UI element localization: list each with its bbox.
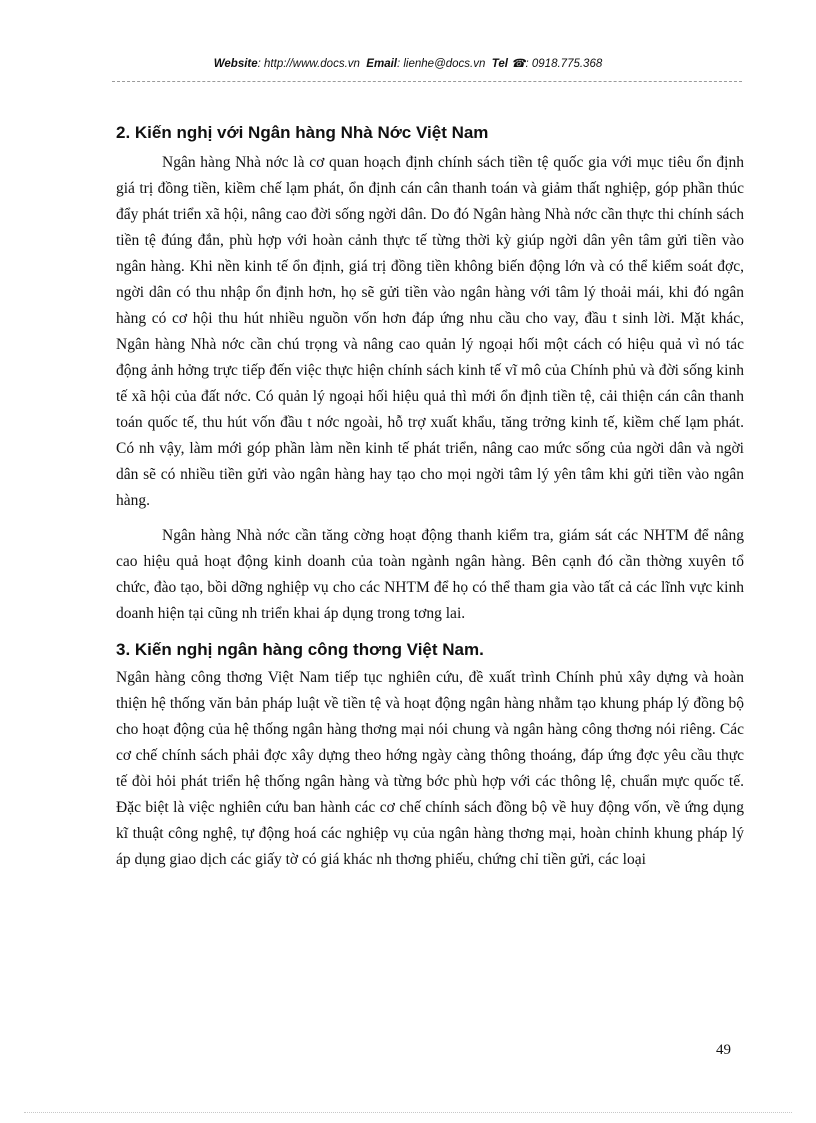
section-2-title: 2. Kiến nghị với Ngân hàng Nhà Nớc Việt Nam [116,123,489,142]
tel-value: : 0918.775.368 [525,58,603,70]
tel-label: Tel [491,58,508,70]
email-label: Email [366,58,397,70]
page-header [0,56,816,70]
page-body [116,118,744,873]
page-number: 49 [716,1042,731,1058]
section-2-paragraph-1: Ngân hàng Nhà nớc là cơ quan hoạch định chính sách tiền tệ quốc gia với mục tiêu ổn định giá trị đồng tiền, kiềm chế lạm phát, ổn định cán cân thanh toán và giảm thất nghiệp, góp phần thúc đẩy phát triển xã hội, nâng cao đời sống ngời dân. Do đó Ngân hàng Nhà nớc cần thực thi chính sách tiền tệ đúng đắn, phù hợp với hoàn cảnh thực tế từng thời kỳ giúp ngời dân yên tâm gửi tiền vào ngân hàng. Khi nền kinh tế ổn định, giá trị đồng tiền không biến động lớn và có thể kiểm soát đợc, ngời dân có thu nhập ổn định hơn, họ sẽ gửi tiền vào ngân hàng với tâm lý thoải mái, khi đó ngân hàng có cơ hội thu hút nhiều nguồn vốn hơn đáp ứng nhu cầu cho vay, đầu t sinh lời. Mặt khác, Ngân hàng Nhà nớc cần chú trọng và nâng cao quản lý ngoại hối một cách có hiệu quả vì nó tác động ảnh hởng trực tiếp đến việc thực hiện chính sách kinh tế vĩ mô của Chính phủ và đời sống kinh tế xã hội của đất nớc. Có quản lý ngoại hối hiệu quả thì mới ổn định tiền tệ, cải thiện cán cân thanh toán quốc tế, thu hút vốn đầu t nớc ngoài, hỗ trợ xuất khẩu, tăng trởng kinh tế, kiềm chế lạm phát. Có nh vậy, làm mới góp phần làm nền kinh tế phát triển, nâng cao mức sống của ngời dân và ngời dân sẽ có nhiều tiền gửi vào ngân hàng hay tạo cho mọi ngời tâm lý yên tâm khi gửi tiền vào ngân hàng. [116,154,744,509]
website-label: Website [213,58,258,70]
header-divider [112,81,742,82]
email-value: : lienhe@docs.vn [396,58,486,70]
website-value: : http://www.docs.vn [257,58,360,70]
section-2-paragraph-2: Ngân hàng Nhà nớc cần tăng cờng hoạt động thanh kiểm tra, giám sát các NHTM để nâng cao hiệu quả hoạt động kinh doanh của toàn ngành ngân hàng. Bên cạnh đó cần thờng xuyên tổ chức, đào tạo, bồi dỡng nghiệp vụ cho các NHTM để họ có thể tham gia vào tất cả các lĩnh vực kinh doanh hiện tại cũng nh triển khai áp dụng trong tơng lai. [116,527,744,622]
section-3-title: 3. Kiến nghị ngân hàng công thơng Việt Nam. [116,640,484,659]
footer-divider [24,1112,792,1113]
phone-icon: ☎ [511,58,526,70]
section-3-paragraph-1: Ngân hàng công thơng Việt Nam tiếp tục nghiên cứu, đề xuất trình Chính phủ xây dựng và hoàn thiện hệ thống văn bản pháp luật về tiền tệ và hoạt động ngân hàng nhằm tạo khung pháp lý đồng bộ cho hoạt động của hệ thống ngân hàng thơng mại nói chung và ngân hàng công thơng nói riêng. Các cơ chế chính sách phải đợc xây dựng theo hớng ngày càng thông thoáng, đáp ứng đợc yêu cầu thực tế đòi hỏi phát triển hệ thống ngân hàng và từng bớc phù hợp với các thông lệ, chuẩn mực quốc tế. Đặc biệt là việc nghiên cứu ban hành các cơ chế chính sách đồng bộ về huy động vốn, về ứng dụng kĩ thuật công nghệ, tự động hoá các nghiệp vụ của ngân hàng thơng mại, hoàn chỉnh khung pháp lý áp dụng giao dịch các giấy tờ có giá khác nh thơng phiếu, chứng chỉ tiền gửi, các loại [116,669,744,868]
